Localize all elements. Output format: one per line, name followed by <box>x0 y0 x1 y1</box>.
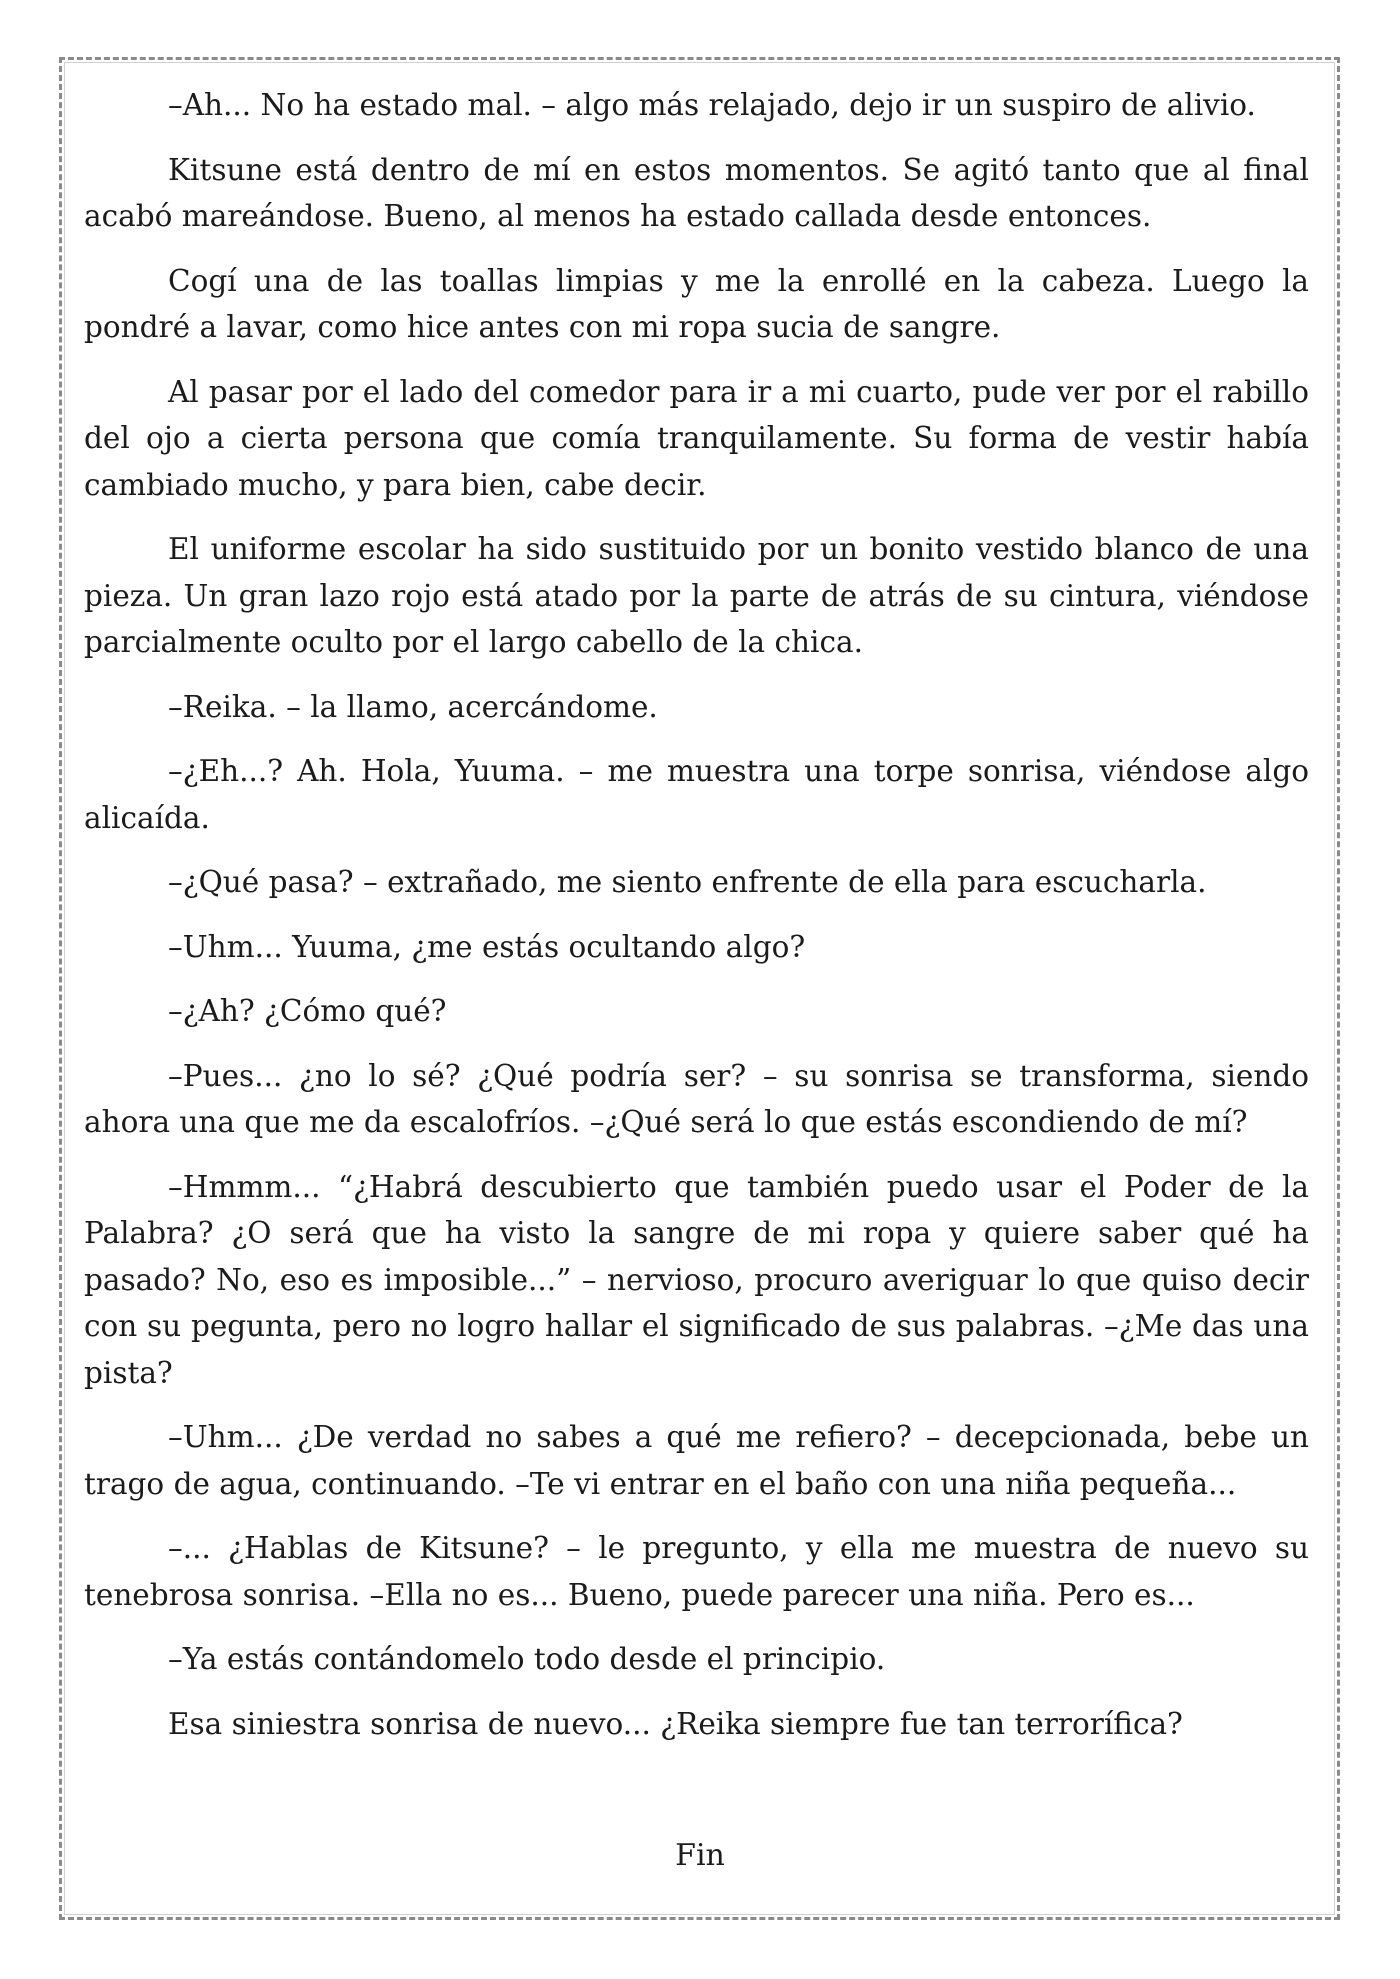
paragraph-13: –Uhm... ¿De verdad no sabes a qué me refiero? – decepcionada, bebe un trago de agua, continuando. –Te vi entrar en el baño con una niña pequeña... <box>84 1420 1309 1501</box>
paragraph-7: –¿Eh...? Ah. Hola, Yuuma. – me muestra una torpe sonrisa, viéndose algo alicaída. <box>84 754 1309 835</box>
paragraph-12: –Hmmm... “¿Habrá descubierto que también puedo usar el Poder de la Palabra? ¿O será que ha visto la sangre de mi ropa y quiere saber qué ha pasado? No, eso es imposible...” – nervioso, procuro averiguar lo que quiso decir con su pegunta, pero no logro hallar el significado de sus palabras. –¿Me das una pista? <box>84 1169 1309 1390</box>
paragraph-5: El uniforme escolar ha sido sustituido por un bonito vestido blanco de una pieza. Un gran lazo rojo está atado por la parte de atrás de su cintura, viéndose parcialmente oculto por el largo cabello de la chica. <box>84 532 1309 659</box>
paragraph-14: –... ¿Hablas de Kitsune? – le pregunto, y ella me muestra de nuevo su tenebrosa sonrisa. –Ella no es... Bueno, puede parecer una niña. Pero es... <box>84 1531 1309 1612</box>
story-text <box>84 82 1309 1765</box>
paragraph-8: –¿Qué pasa? – extrañado, me siento enfrente de ella para escucharla. <box>168 865 1207 899</box>
paragraph-1: –Ah... No ha estado mal. – algo más relajado, dejo ir un suspiro de alivio. <box>168 88 1256 122</box>
paragraph-15: –Ya estás contándomelo todo desde el principio. <box>168 1642 886 1676</box>
ending-label: Fin <box>675 1838 725 1873</box>
paragraph-16: Esa siniestra sonrisa de nuevo... ¿Reika siempre fue tan terrorífica? <box>168 1706 1183 1741</box>
paragraph-2: Kitsune está dentro de mí en estos momentos. Se agitó tanto que al final acabó mareándose. Bueno, al menos ha estado callada desde entonces. <box>84 152 1309 233</box>
paragraph-3: Cogí una de las toallas limpias y me la enrollé en la cabeza. Luego la pondré a lavar, como hice antes con mi ropa sucia de sangre. <box>84 263 1309 344</box>
paragraph-11: –Pues... ¿no lo sé? ¿Qué podría ser? – su sonrisa se transforma, siendo ahora una que me da escalofríos. –¿Qué será lo que estás escondiendo de mí? <box>84 1058 1309 1139</box>
paragraph-4: Al pasar por el lado del comedor para ir a mi cuarto, pude ver por el rabillo del ojo a cierta persona que comía tranquilamente. Su forma de vestir había cambiado mucho, y para bien, cabe decir. <box>84 374 1309 502</box>
paragraph-9: –Uhm... Yuuma, ¿me estás ocultando algo? <box>168 929 806 964</box>
paragraph-10: –¿Ah? ¿Cómo qué? <box>168 994 447 1028</box>
paragraph-6: –Reika. – la llamo, acercándome. <box>168 689 658 724</box>
